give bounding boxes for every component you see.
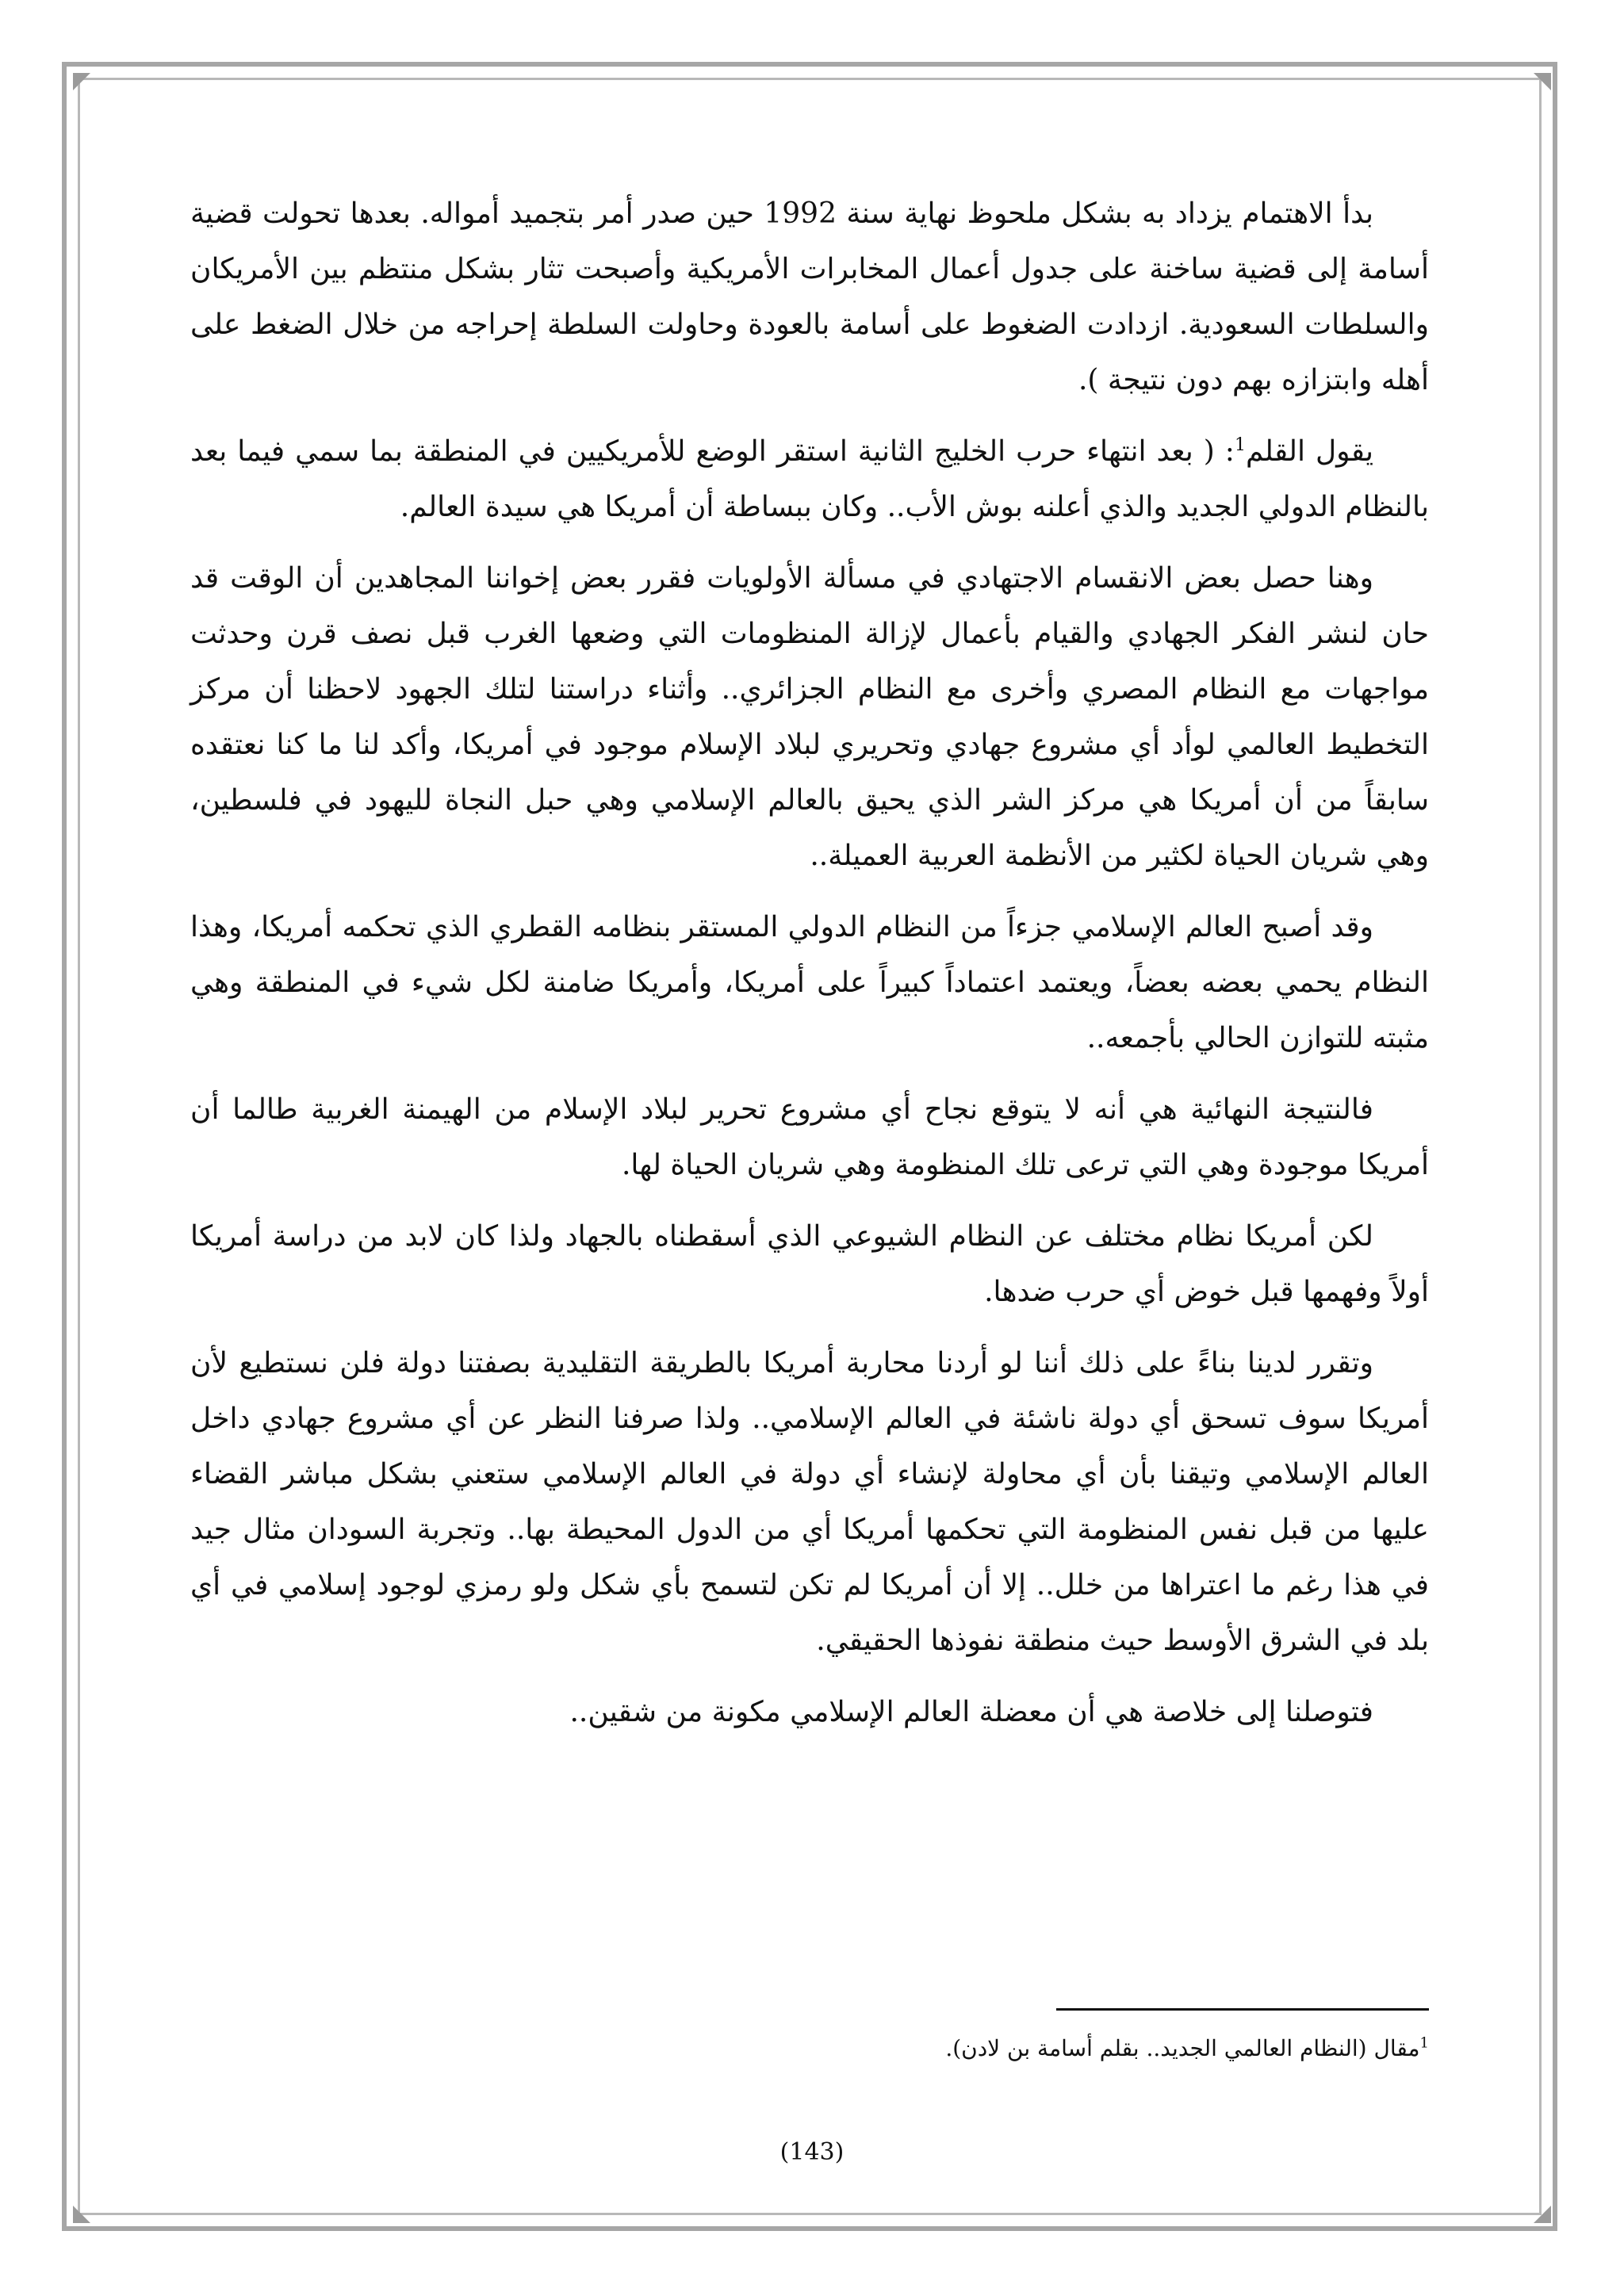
footnote (319, 2031, 1429, 2066)
paragraph-1: بدأ الاهتمام يزداد به بشكل ملحوظ نهاية سنة 1992 حين صدر أمر بتجميد أمواله. بعدها تحولت قضية أسامة إلى قضية ساخنة على جدول أعمال المخابرات الأمريكية وأصبحت تثار بشكل منتظم بين الأمريكان والسلطات السعودية. ازدادت الضغوط على أسامة بالعودة وحاولت السلطة إحراجه من خلال الضغط على أهله وابتزازه بهم دون نتيجة ). (190, 197, 1430, 396)
frame-corner-top-left (73, 73, 90, 90)
paragraph-2-rest: : ( بعد انتهاء حرب الخليج الثانية استقر الوضع للأمريكيين في المنطقة بما سمي فيما بعد بالنظام الدولي الجديد والذي أعلنه بوش الأب.. وكان ببساطة أن أمريكا هي سيدة العالم. (190, 435, 1429, 523)
footnote-divider (1056, 2008, 1429, 2011)
body-text (190, 186, 1429, 1756)
frame-corner-bottom-right (1534, 2206, 1551, 2223)
footnote-number: 1 (1419, 2034, 1429, 2052)
paragraph-4: وقد أصبح العالم الإسلامي جزءاً من النظام الدولي المستقر بنظامه القطري الذي تحكمه أمريكا، وهذا النظام يحمي بعضه بعضاً، ويعتمد اعتماداً كبيراً على أمريكا، وأمريكا ضامنة لكل شيء في المنطقة وهي مثبته للتوازن الحالي بأجمعه.. (190, 911, 1429, 1054)
paragraph-2-lead: يقول القلم (1245, 435, 1373, 468)
paragraph-2 (190, 424, 1429, 535)
footnote-ref-marker[interactable]: 1 (1234, 435, 1246, 455)
paragraph-8: فتوصلنا إلى خلاصة هي أن معضلة العالم الإسلامي مكونة من شقين.. (569, 1696, 1373, 1728)
page-number: (143) (779, 2138, 845, 2166)
frame-corner-bottom-left (73, 2206, 90, 2223)
footnote-text: مقال (النظام العالمي الجديد.. بقلم أسامة بن لادن). (945, 2035, 1420, 2061)
paragraph-3: وهنا حصل بعض الانقسام الاجتهادي في مسألة الأولويات فقرر بعض إخواننا المجاهدين أن الوقت قد حان لنشر الفكر الجهادي والقيام بأعمال لإزالة المنظومات التي وضعها الغرب قبل نصف قرن وحدثت مواجهات مع النظام المصري وأخرى مع النظام الجزائري.. وأثناء دراستنا لتلك الجهود لاحظنا أن مركز التخطيط العالمي لوأد أي مشروع جهادي وتحريري لبلاد الإسلام موجود في أمريكا، وأكد لنا ما كنا نعتقده سابقاً من أن أمريكا هي مركز الشر الذي يحيق بالعالم الإسلامي وهي حبل النجاة لليهود في فلسطين، وهي شريان الحياة لكثير من الأنظمة العربية العميلة.. (190, 562, 1429, 872)
paragraph-6: لكن أمريكا نظام مختلف عن النظام الشيوعي الذي أسقطناه بالجهاد ولذا كان لابد من دراسة أمريكا أولاً وفهمها قبل خوض أي حرب ضدها. (190, 1220, 1429, 1308)
paragraph-5: فالنتيجة النهائية هي أنه لا يتوقع نجاح أي مشروع تحرير لبلاد الإسلام من الهيمنة الغربية طالما أن أمريكا موجودة وهي التي ترعى تلك المنظومة وهي شريان الحياة لها. (190, 1093, 1429, 1181)
frame-corner-top-right (1534, 73, 1551, 90)
paragraph-7: وتقرر لدينا بناءً على ذلك أننا لو أردنا محاربة أمريكا بالطريقة التقليدية بصفتنا دولة فلن نستطيع لأن أمريكا سوف تسحق أي دولة ناشئة في العالم الإسلامي.. ولذا صرفنا النظر عن أي مشروع جهادي داخل العالم الإسلامي وتيقنا بأن أي محاولة لإنشاء أي دولة في العالم الإسلامي ستعني بشكل مباشر القضاء عليها من قبل نفس المنظومة التي تحكمها أمريكا أي من الدول المحيطة بها.. وتجربة السودان مثال جيد في هذا رغم ما اعتراها من خلل.. إلا أن أمريكا لم تكن لتسمح بأي شكل ولو رمزي لوجود إسلامي في أي بلد في الشرق الأوسط حيث منطقة نفوذها الحقيقي. (190, 1347, 1429, 1657)
